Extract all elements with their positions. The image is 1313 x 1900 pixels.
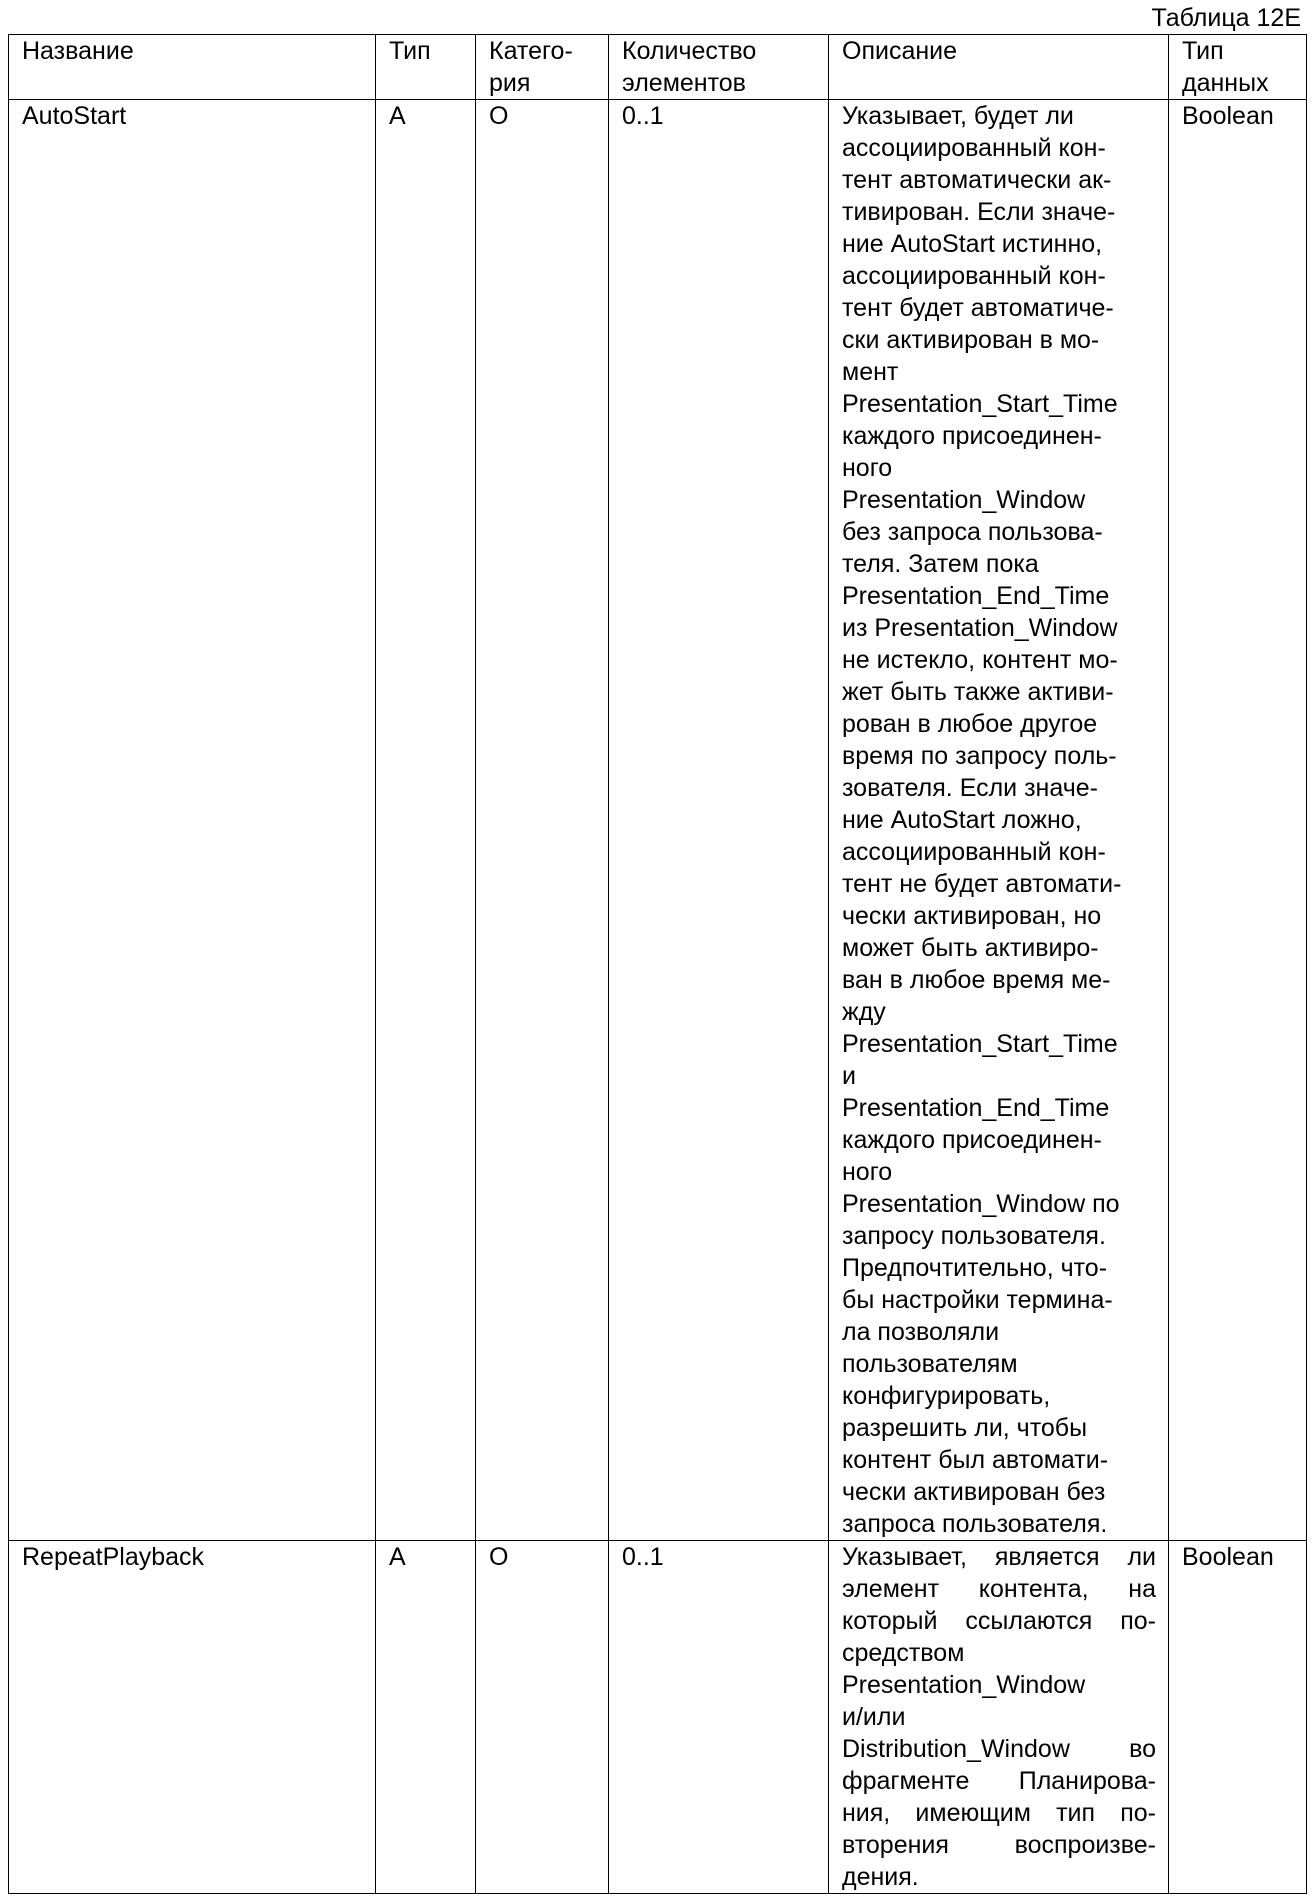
header-type: [376, 35, 476, 100]
description-line: чески активирован без: [842, 1476, 1168, 1508]
description-line: и/или: [842, 1701, 1168, 1733]
cell-data-type: Boolean: [1169, 1541, 1307, 1894]
description-line: Distribution_Window во: [842, 1733, 1168, 1765]
header-label-line: Тип: [389, 35, 475, 67]
description-line: ван в любое время ме-: [842, 964, 1168, 996]
description-line: запроса пользователя.: [842, 1508, 1168, 1540]
description-line: зователя. Если значе-: [842, 772, 1168, 804]
description-line: тент автоматически ак-: [842, 164, 1168, 196]
description-line: конфигурировать,: [842, 1380, 1168, 1412]
header-label-line: Описание: [842, 35, 1168, 67]
header-label-line: Название: [22, 35, 375, 67]
description-line: средством: [842, 1637, 1168, 1669]
header-label-line: данных: [1182, 67, 1306, 99]
cell-name: RepeatPlayback: [9, 1541, 376, 1894]
description-line: Presentation_End_Time: [842, 1092, 1168, 1124]
description-line: Presentation_Window: [842, 1669, 1168, 1701]
header-label-line: рия: [489, 67, 608, 99]
description-line: бы настройки термина-: [842, 1284, 1168, 1316]
description-line: фрагменте Планирова-: [842, 1765, 1168, 1797]
header-count: [609, 35, 829, 100]
description-line: время по запросу поль-: [842, 740, 1168, 772]
description-line: ние AutoStart истинно,: [842, 228, 1168, 260]
description-line: ски активирован в мо-: [842, 324, 1168, 356]
description-line: Указывает, является ли: [842, 1541, 1168, 1573]
description-line: Presentation_Start_Time: [842, 1028, 1168, 1060]
description-line: ния, имеющим тип по-: [842, 1797, 1168, 1829]
description-line: может быть активиро-: [842, 932, 1168, 964]
description-line: Presentation_Window по: [842, 1188, 1168, 1220]
cell-type: A: [376, 1541, 476, 1894]
cell-category: O: [476, 1541, 609, 1894]
description-line: из Presentation_Window: [842, 612, 1168, 644]
description-line: и: [842, 1060, 1168, 1092]
description-line: тивирован. Если значе-: [842, 196, 1168, 228]
description-line: ассоциированный кон-: [842, 260, 1168, 292]
cell-description: [829, 1541, 1169, 1894]
cell-count: 0..1: [609, 1541, 829, 1894]
description-line: не истекло, контент мо-: [842, 644, 1168, 676]
description-line: чески активирован, но: [842, 900, 1168, 932]
header-row: [9, 35, 1307, 100]
table-row: [9, 1541, 1307, 1894]
description-line: который ссылаются по-: [842, 1605, 1168, 1637]
description-line: каждого присоединен-: [842, 420, 1168, 452]
table-row: [9, 100, 1307, 1541]
description-line: пользователям: [842, 1348, 1168, 1380]
description-line: запросу пользователя.: [842, 1220, 1168, 1252]
description-line: ного: [842, 452, 1168, 484]
cell-category: O: [476, 100, 609, 1541]
description-line: каждого присоединен-: [842, 1124, 1168, 1156]
cell-data-type: Boolean: [1169, 100, 1307, 1541]
description-line: вторения воспроизве-: [842, 1829, 1168, 1861]
attribute-table: [8, 34, 1307, 1894]
description-line: Presentation_Window: [842, 484, 1168, 516]
description-line: ние AutoStart ложно,: [842, 804, 1168, 836]
description-line: тент будет автоматиче-: [842, 292, 1168, 324]
description-line: элемент контента, на: [842, 1573, 1168, 1605]
description-line: рован в любое другое: [842, 708, 1168, 740]
description-line: ассоциированный кон-: [842, 132, 1168, 164]
header-label-line: элементов: [622, 67, 828, 99]
description-line: контент был автомати-: [842, 1444, 1168, 1476]
cell-description: [829, 100, 1169, 1541]
description-line: без запроса пользова-: [842, 516, 1168, 548]
description-line: Presentation_Start_Time: [842, 388, 1168, 420]
description-line: ного: [842, 1156, 1168, 1188]
description-line: ассоциированный кон-: [842, 836, 1168, 868]
header-category: [476, 35, 609, 100]
description-line: мент: [842, 356, 1168, 388]
description-line: теля. Затем пока: [842, 548, 1168, 580]
description-line: тент не будет автомати-: [842, 868, 1168, 900]
description-line: жет быть также активи-: [842, 676, 1168, 708]
description-line: Presentation_End_Time: [842, 580, 1168, 612]
cell-type: A: [376, 100, 476, 1541]
header-label-line: Тип: [1182, 35, 1306, 67]
description-line: жду: [842, 996, 1168, 1028]
description-line: ла позволяли: [842, 1316, 1168, 1348]
description-line: разрешить ли, чтобы: [842, 1412, 1168, 1444]
header-label-line: Катего-: [489, 35, 608, 67]
table-caption: Таблица 12E: [1152, 2, 1301, 34]
description-line: дения.: [842, 1861, 1168, 1893]
description-line: Предпочтительно, что-: [842, 1252, 1168, 1284]
description-line: Указывает, будет ли: [842, 100, 1168, 132]
cell-count: 0..1: [609, 100, 829, 1541]
header-data-type: [1169, 35, 1307, 100]
header-label-line: Количество: [622, 35, 828, 67]
header-name: [9, 35, 376, 100]
header-description: [829, 35, 1169, 100]
cell-name: AutoStart: [9, 100, 376, 1541]
